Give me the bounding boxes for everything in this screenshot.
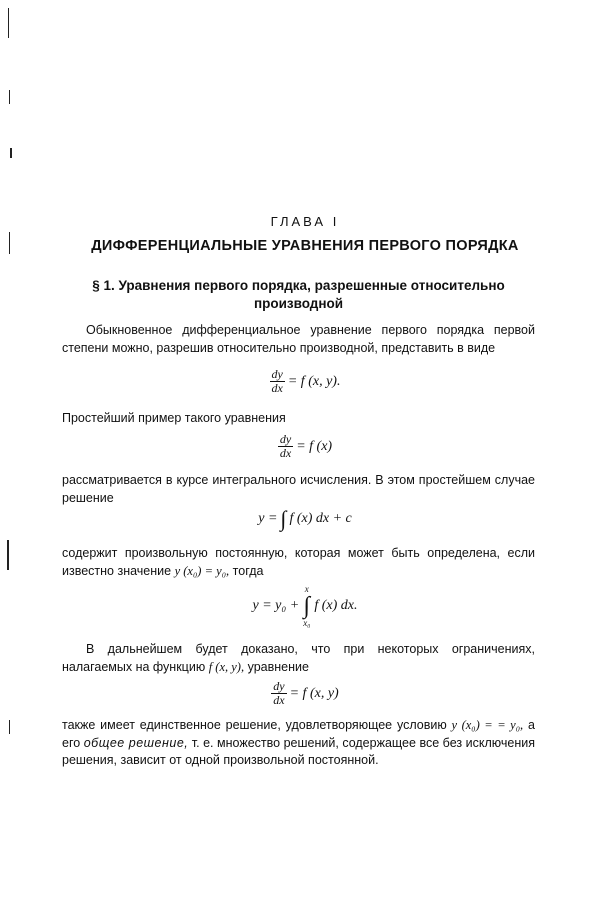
formula-2: $\frac{dy}{dx}$ = f (x) bbox=[279, 432, 333, 460]
section-heading-line1: § 1. Уравнения первого порядка, разрешенные относительно bbox=[92, 278, 505, 293]
chapter-label: ГЛАВА I bbox=[270, 214, 340, 229]
formula-3: y = ∫ f (x) dx + c bbox=[258, 506, 352, 531]
scan-edge-mark bbox=[8, 8, 9, 38]
section-heading bbox=[62, 277, 535, 313]
paragraph-6: также имеет единственное решение, удовлетворяющее условию y (x₀) = = y₀, а его общее решение, т. е. множество решений, содержащее все без исключения решения, зависит от одной произвольной постоянной. bbox=[62, 718, 535, 767]
integral-sign: ∫ bbox=[280, 506, 287, 531]
formula-4: y = y₀ + x ∫ x₀ f (x) dx. bbox=[252, 584, 358, 628]
scan-edge-mark bbox=[9, 90, 10, 104]
scan-edge-mark bbox=[10, 148, 12, 158]
fraction: $\frac{dy}{dx}$ bbox=[271, 367, 283, 395]
paragraph-1: Обыкновенное дифференциальное уравнение первого порядка первой степени можно, разрешив относительно производной, представить в виде bbox=[62, 323, 535, 355]
section-heading-line2: производной bbox=[253, 296, 344, 311]
formula-1: $\frac{dy}{dx}$ = f (x, y). bbox=[271, 367, 341, 395]
fraction: $\frac{dy}{dx}$ bbox=[279, 432, 292, 460]
emphasis: общее решение, bbox=[83, 735, 189, 750]
formula-5: $\frac{dy}{dx}$ = f (x, y) bbox=[273, 679, 339, 707]
fraction: $\frac{dy}{dx}$ bbox=[273, 679, 285, 707]
scan-edge-mark bbox=[7, 540, 9, 570]
paragraph-5: В дальнейшем будет доказано, что при некоторых ограничениях, налагаемых на функцию f (x, y), уравнение bbox=[62, 642, 535, 674]
paragraph-2: Простейший пример такого уравнения bbox=[62, 411, 286, 425]
scan-edge-mark bbox=[9, 720, 10, 734]
chapter-title: ДИФФЕРЕНЦИАЛЬНЫЕ УРАВНЕНИЯ ПЕРВОГО ПОРЯДКА bbox=[91, 238, 519, 254]
paragraph-4: содержит произвольную постоянную, которая может быть определена, если известно значение y (x₀) = y₀, тогда bbox=[62, 546, 535, 578]
definite-integral: x ∫ x₀ bbox=[303, 584, 311, 628]
paragraph-3: рассматривается в курсе интегрального исчисления. В этом простейшем случае решение bbox=[62, 473, 535, 505]
